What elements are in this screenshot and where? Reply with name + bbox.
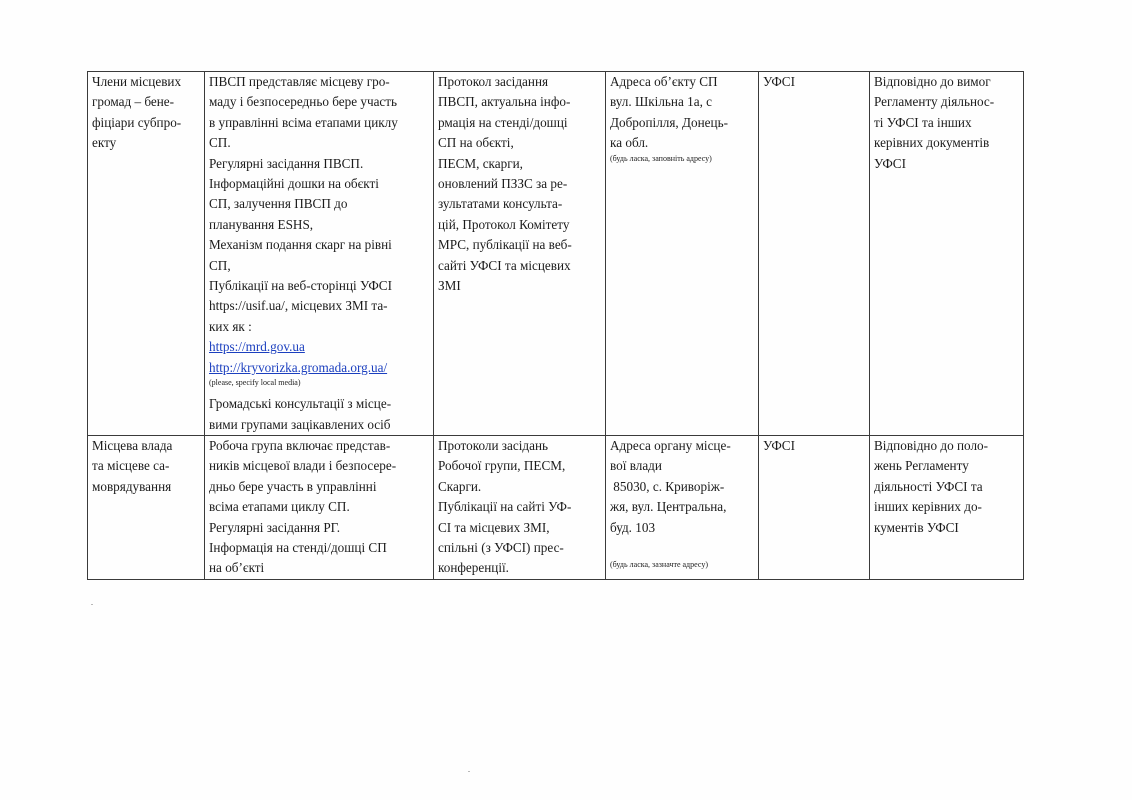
cell-line: буд. 103 (610, 519, 656, 535)
cell-line: в управлінні всіма етапами циклу (209, 114, 398, 130)
cell-line: Відповідно до вимог (874, 74, 991, 89)
cell-line: Регламенту діяльнос- (874, 94, 995, 110)
address-note: (будь ласка, зазначте адресу) (610, 559, 708, 569)
cell-line: спільні (з УФСІ) прес- (438, 539, 564, 555)
cell-line: екту (92, 135, 117, 151)
cell-line: рмація на стенді/дошці (438, 114, 568, 130)
table-row (88, 435, 1024, 579)
cell-line: ПВСП, актуальна інфо- (438, 94, 571, 110)
stakeholder-cell (88, 435, 205, 579)
cell-line: Інформація на стенді/дошці СП (209, 539, 387, 555)
cell-line: Добропілля, Донець- (610, 114, 728, 130)
cell-line: Регулярні засідання ПВСП. (209, 155, 364, 171)
cell-line: Члени місцевих (92, 74, 182, 89)
cell-line: Публікації на сайті УФ- (438, 499, 572, 515)
cell-line: Скарги. (438, 478, 482, 494)
cell-line: оновлений ПЗЗС за ре- (438, 176, 568, 192)
cell-line: вул. Шкільна 1а, с (610, 94, 713, 110)
cell-line: Адреса об’єкту СП (610, 74, 718, 89)
cell-line: УФСІ (874, 155, 906, 171)
cell-line: громад – бене- (92, 94, 175, 110)
cell-line: Протоколи засідань (438, 437, 549, 453)
cell-line: СП. (209, 135, 231, 151)
scan-speck (468, 771, 470, 772)
cell-line: жень Регламенту (874, 458, 969, 474)
location-cell (606, 435, 759, 579)
cell-line: вими групами зацікавлених осіб (209, 416, 391, 432)
cell-line: всіма етапами циклу СП. (209, 499, 350, 515)
stakeholder-cell (88, 72, 205, 436)
table-row (88, 72, 1024, 436)
timing-cell (870, 72, 1024, 436)
cell-line: ПВСП представляє місцеву гро- (209, 74, 390, 89)
location-cell (606, 72, 759, 436)
cell-line: ників місцевої влади і безпосере- (209, 458, 397, 474)
cell-line: вої влади (610, 458, 662, 474)
cell-line: дньо бере участь в управлінні (209, 478, 377, 494)
cell-line: ПЕСМ, скарги, (438, 155, 523, 171)
documentation-cell (434, 72, 606, 436)
cell-line: жя, вул. Центральна, (610, 499, 727, 515)
local-media-note: (please, specify local media) (209, 378, 301, 388)
cell-line: Адреса органу місце- (610, 437, 731, 453)
cell-line: моврядування (92, 478, 172, 494)
cell-line: зультатами консульта- (438, 196, 563, 212)
cell-line: УФСІ (763, 437, 795, 453)
responsible-cell (759, 72, 870, 436)
cell-line: СП, (209, 257, 231, 273)
cell-line: маду і безпосередньо бере участь (209, 94, 398, 110)
kryvorizka-link[interactable]: http://kryvorizka.gromada.org.ua/ (209, 359, 388, 375)
cell-line: планування ESHS, (209, 216, 314, 232)
cell-line: та місцеве са- (92, 458, 170, 474)
cell-line: кументів УФСІ (874, 519, 959, 535)
cell-line: 85030, с. Криворіж- (610, 478, 725, 494)
engagement-table (87, 71, 1024, 580)
cell-line: Регулярні засідання РГ. (209, 519, 341, 535)
documentation-cell (434, 435, 606, 579)
address-note: (будь ласка, заповніть адресу) (610, 153, 712, 163)
cell-line: Механізм подання скарг на рівні (209, 237, 392, 253)
cell-line: ких як : (209, 318, 252, 334)
timing-cell (870, 435, 1024, 579)
cell-line: Інформаційні дошки на обєкті (209, 176, 379, 192)
responsible-cell (759, 435, 870, 579)
cell-line: https://usif.ua/, місцевих ЗМІ та- (209, 298, 388, 314)
engagement-cell (205, 435, 434, 579)
cell-line: СІ та місцевих ЗМІ, (438, 519, 550, 535)
cell-line: Робочої групи, ПЕСМ, (438, 458, 566, 474)
cell-line: на об’єкті (209, 560, 265, 576)
cell-line: Протокол засідання (438, 74, 549, 89)
cell-line: інших керівних до- (874, 499, 982, 515)
cell-line: СП на обєкті, (438, 135, 514, 151)
cell-line: МРС, публікації на веб- (438, 237, 572, 253)
cell-line: сайті УФСІ та місцевих (438, 257, 571, 273)
cell-line: конференції. (438, 560, 509, 576)
mrd-link[interactable]: https://mrd.gov.ua (209, 339, 305, 355)
cell-line: Відповідно до поло- (874, 437, 989, 453)
cell-line: ті УФСІ та інших (874, 114, 972, 130)
engagement-cell (205, 72, 434, 436)
cell-line: цій, Протокол Комітету (438, 216, 570, 232)
cell-line: Публікації на веб-сторінці УФСІ (209, 278, 392, 294)
cell-line: діяльності УФСІ та (874, 478, 983, 494)
cell-line: СП, залучення ПВСП до (209, 196, 348, 212)
cell-line: ка обл. (610, 135, 649, 151)
cell-line: ЗМІ (438, 278, 461, 294)
scan-speck (91, 604, 93, 605)
cell-line: Громадські консультації з місце- (209, 396, 392, 412)
cell-line: фіціари субпро- (92, 114, 182, 130)
cell-line: УФСІ (763, 74, 795, 89)
cell-line: Місцева влада (92, 437, 173, 453)
cell-line: керівних документів (874, 135, 990, 151)
cell-line: Робоча група включає представ- (209, 437, 391, 453)
